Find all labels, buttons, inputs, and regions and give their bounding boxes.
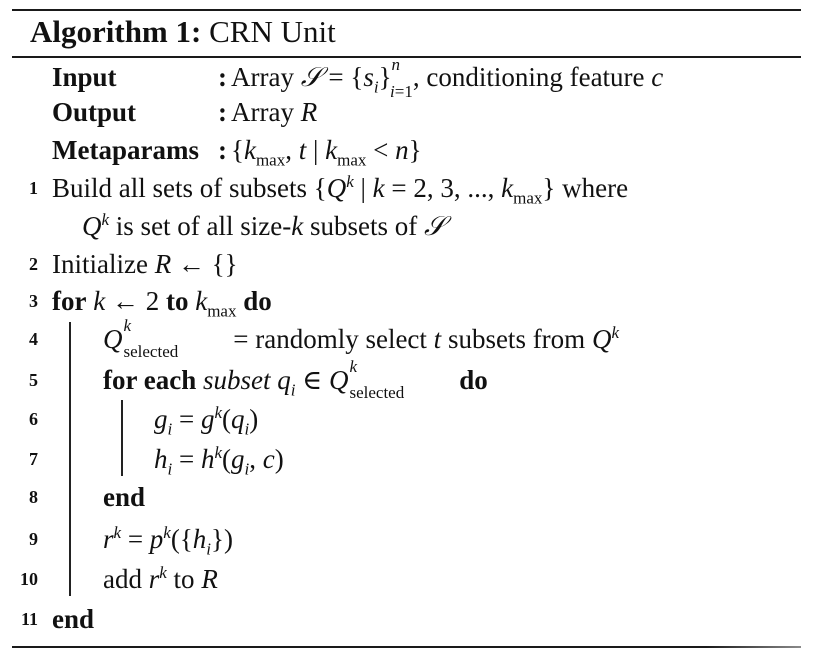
line-6: $g_i = g^k(q_i)$ — [154, 403, 259, 439]
algorithm-name: CRN Unit — [209, 14, 336, 49]
line-1-continued: $Q^k$ is set of all size-k subsets of 𝒮 — [82, 210, 445, 241]
header-rule — [12, 56, 801, 58]
line-2: Initialize R ← {} — [52, 249, 238, 279]
line-number: 2 — [29, 254, 38, 274]
line-4: Q k selected = randomly select t subsets from $Q^k$ — [103, 316, 619, 361]
line-number: 6 — [29, 409, 38, 429]
line-number: 10 — [20, 569, 38, 589]
line-number: 9 — [29, 529, 38, 549]
metaparams-value: {$k_{max}$, t | $k_{max} < n$} — [231, 135, 422, 170]
output-label: Output — [52, 97, 137, 127]
algorithm-title: Algorithm 1: CRN Unit — [30, 14, 336, 49]
bottom-rule — [12, 646, 801, 648]
line-number: 5 — [29, 370, 38, 390]
line-1: Build all sets of subsets {$Q^k$ | k = 2, 3, ..., $k_{max}$} where — [52, 172, 629, 208]
for-loop-bar — [69, 322, 71, 596]
for-each-bar — [121, 400, 123, 476]
line-10: add $r^k$ to R — [103, 563, 218, 594]
line-number: 3 — [29, 291, 38, 311]
line-3: for k ← 2 to $k_{max}$ do — [52, 286, 272, 321]
line-number: 8 — [29, 487, 38, 507]
line-9: $r^k = p^k(\{h_i\})$ — [103, 523, 233, 559]
metaparams-colon: : — [218, 135, 227, 165]
input-label: Input — [52, 62, 117, 92]
line-5: for each subset $q_i$ ∈ Q k selected do — [103, 357, 488, 402]
top-rule — [12, 9, 801, 11]
line-number: 11 — [20, 609, 38, 629]
line-7: $h_i = h^k(g_i$, c) — [154, 443, 284, 479]
line-number: 1 — [29, 178, 38, 198]
output-colon: : — [218, 97, 227, 127]
input-value: Array 𝒮 = $\{s_i\}^n_{i=1}$, conditioning feature c — [231, 55, 664, 102]
output-value: Array R — [231, 97, 318, 127]
line-number: 7 — [29, 449, 38, 469]
input-colon: : — [218, 62, 227, 92]
line-number: 4 — [29, 329, 38, 349]
line-8: end — [103, 482, 146, 512]
line-11: end — [52, 604, 95, 634]
metaparams-label: Metaparams — [52, 135, 199, 165]
